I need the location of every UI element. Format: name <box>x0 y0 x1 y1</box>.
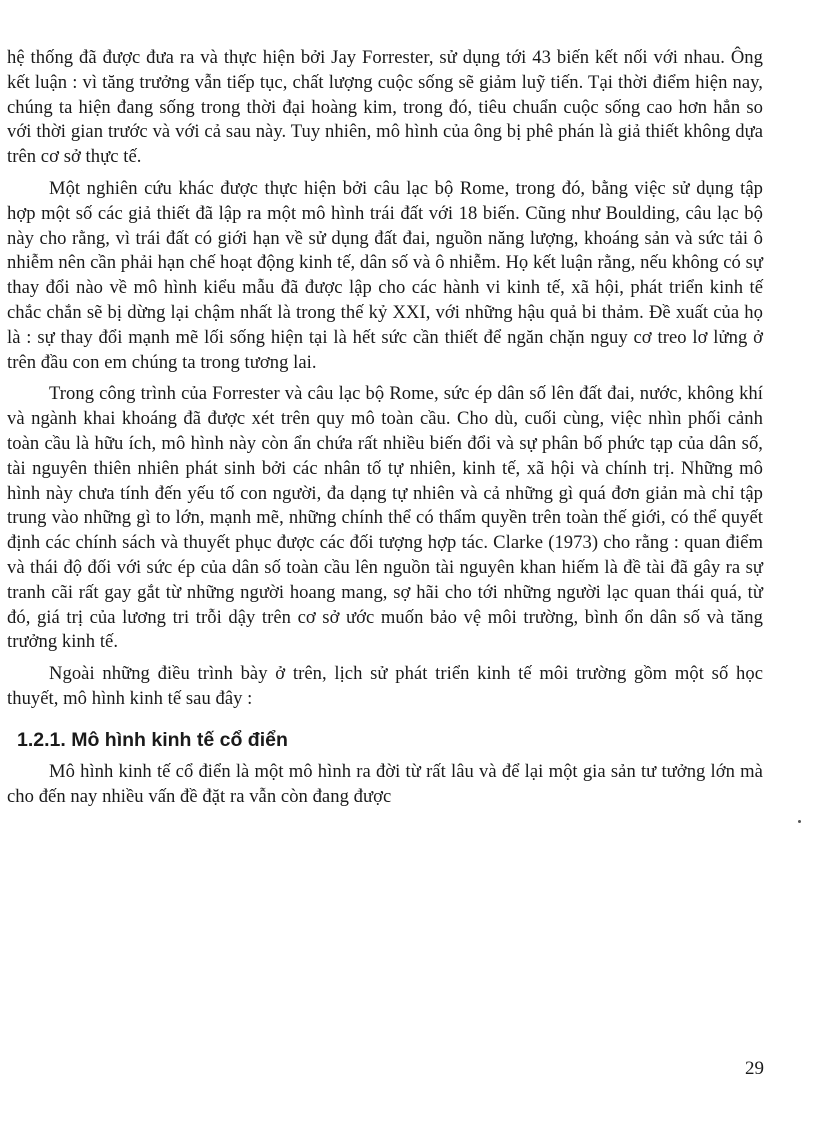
scan-speck <box>798 820 801 823</box>
page-body <box>7 46 763 809</box>
paragraph-4: Ngoài những điều trình bày ở trên, lịch sử phát triển kinh tế môi trường gồm một số học thuyết, mô hình kinh tế sau đây : <box>7 663 763 709</box>
page-number: 29 <box>745 1058 764 1079</box>
paragraph-5: Mô hình kinh tế cổ điển là một mô hình ra đời từ rất lâu và để lại một gia sản tư tưởng lớn mà cho đến nay nhiều vấn đề đặt ra vẫn còn đang được <box>7 760 763 807</box>
paragraph-2: Một nghiên cứu khác được thực hiện bởi câu lạc bộ Rome, trong đó, bằng việc sử dụng tập hợp một số các giả thiết đã lập ra một mô hình trái đất với 18 biến. Cũng như Boulding, câu lạc bộ này cho rằng, vì trái đất có giới hạn về sử dụng đất đai, nguồn năng lượng, khoáng sản và sức tải ô nhiễm nên cần phải hạn chế hoạt động kinh tế, dân số và ô nhiễm. Họ kết luận rằng, nếu không có sự thay đổi nào về mô hình kiểu mẫu đã được lập cho các hành vi kinh tế, xã hội, phát triển kinh tế chắc chắn sẽ bị dừng lại chậm nhất là trong thế kỷ XXI, với những hậu quả bi thảm. Đề xuất của họ là : sự thay đổi mạnh mẽ lối sống hiện tại là hết sức cần thiết để ngăn chặn nguy cơ treo lơ lửng ở trên đầu con em chúng ta trong tương lai. <box>7 177 763 373</box>
paragraph-1: hệ thống đã được đưa ra và thực hiện bởi Jay Forrester, sử dụng tới 43 biến kết nối với nhau. Ông kết luận : vì tăng trưởng vẫn tiếp tục, chất lượng cuộc sống sẽ giảm luỹ tiến. Tại thời điểm hiện nay, chúng ta hiện đang sống trong thời đại hoàng kim, trong đó, tiêu chuẩn cuộc sống cao hơn hẳn so với thời gian trước và với cả sau này. Tuy nhiên, mô hình của ông bị phê phán là giả thiết không dựa trên cơ sở thực tế. <box>7 47 763 168</box>
paragraph-3: Trong công trình của Forrester và câu lạc bộ Rome, sức ép dân số lên đất đai, nước, không khí và ngành khai khoáng đã được xét trên quy mô toàn cầu. Cho dù, cuối cùng, việc nhìn phối cảnh toàn cầu là hữu ích, mô hình này còn ẩn chứa rất nhiều biến đổi và sự phân bố phức tạp của dân số, tài nguyên thiên nhiên phát sinh bởi các nhân tố tự nhiên, kinh tế, xã hội và chính trị. Những mô hình này chưa tính đến yếu tố con người, đa dạng tự nhiên và cả những gì quá đơn giản mà chỉ tập trung vào những gì to lớn, mạnh mẽ, những chính thể có thẩm quyền trên toàn thế giới, có thể quyết định các chính sách và thuyết phục được các đối tượng hợp tác. Clarke (1973) cho rằng : quan điểm và thái độ đối với sức ép của dân số toàn cầu lên nguồn tài nguyên khan hiếm là đề tài đã gây ra sự tranh cãi rất gay gắt từ những người hoang mang, sợ hãi cho tới những người lạc quan thái quá, từ đó, giá trị của lương tri trỗi dậy trên cơ sở ước muốn bảo vệ môi trường, bình ổn dân số và tăng trưởng kinh tế. <box>7 383 763 653</box>
section-heading: 1.2.1. Mô hình kinh tế cổ điển <box>17 728 288 751</box>
